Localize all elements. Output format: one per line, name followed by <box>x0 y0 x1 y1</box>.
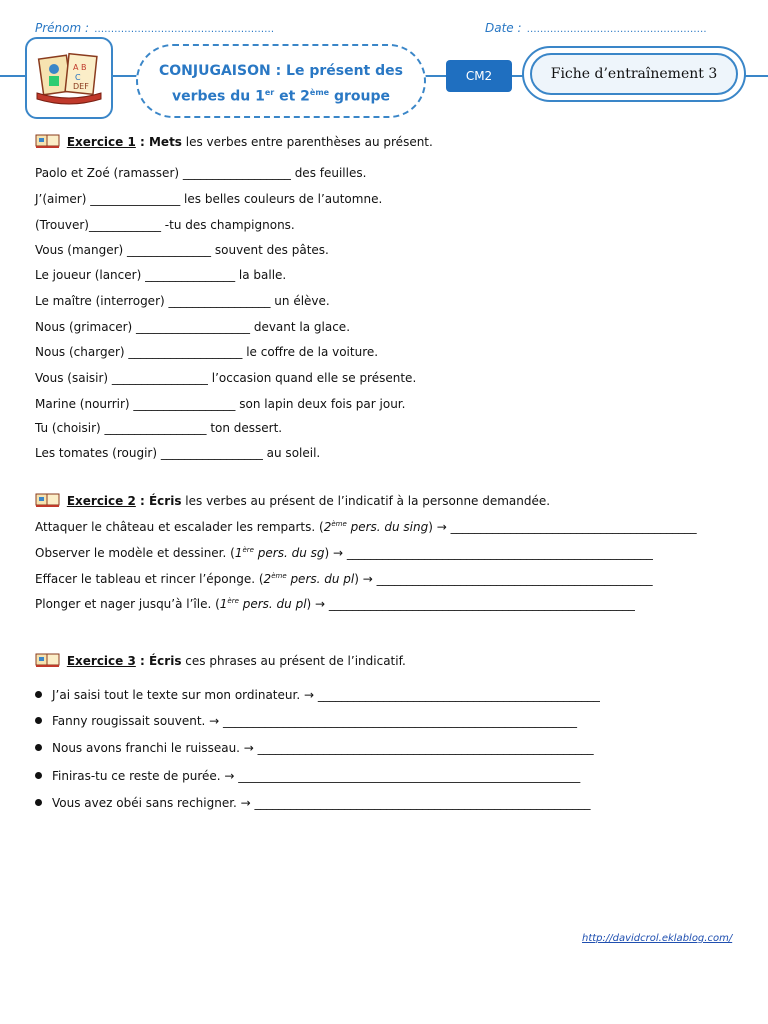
exercise-1-command: Mets <box>148 135 182 149</box>
date-dots: ……………………………………………… <box>526 24 707 35</box>
prenom-field <box>35 17 274 36</box>
fiche-label: Fiche d’entraînement 3 <box>530 53 738 95</box>
exercise-2-heading: Exercice 2 : Écris les verbes au présent de l’indicatif à la personne demandée. <box>35 492 550 508</box>
fiche-badge <box>522 46 746 102</box>
title-bubble <box>136 44 426 118</box>
arrow-icon: → <box>436 520 447 534</box>
svg-text:DEF: DEF <box>73 82 89 91</box>
exercise-1-heading: Exercice 1 : Mets les verbes entre parenthèses au présent. <box>35 133 433 149</box>
arrow-icon: → <box>333 546 344 560</box>
exercise-3-number: Exercice 3 <box>66 654 136 668</box>
svg-text:C: C <box>75 73 81 82</box>
exercise-2-line[interactable]: Attaquer le château et escalader les remparts. (2ème pers. du sing) → _________________________________________ <box>35 520 697 534</box>
exercise-2-instruction: les verbes au présent de l’indicatif à la personne demandée. <box>181 494 551 508</box>
svg-text:A B: A B <box>73 63 87 72</box>
exercise-2-line[interactable]: Observer le modèle et dessiner. (1ère pers. du sg) → ___________________________________________________ <box>35 546 653 560</box>
exercise-1-number: Exercice 1 <box>66 135 136 149</box>
exercise-1-line[interactable]: Nous (grimacer) ___________________ devant la glace. <box>35 320 351 334</box>
exercise-2-number: Exercice 2 <box>66 494 136 508</box>
book-icon <box>35 492 61 508</box>
exercise-1-instruction: les verbes entre parenthèses au présent. <box>181 135 433 149</box>
exercise-3-instruction: ces phrases au présent de l’indicatif. <box>181 654 406 668</box>
date-label: Date : <box>485 21 522 35</box>
exercise-1-line[interactable]: (Trouver)____________ -tu des champignons. <box>35 218 295 232</box>
exercise-1-line[interactable]: Le maître (interroger) _________________ un élève. <box>35 294 330 308</box>
exercise-3-line[interactable]: J’ai saisi tout le texte sur mon ordinateur. → _______________________________________________ <box>35 688 600 702</box>
exercise-3-line[interactable]: Finiras-tu ce reste de purée. → _________________________________________________________ <box>35 769 580 783</box>
arrow-icon: → <box>362 572 373 586</box>
exercise-3-command: Écris <box>148 654 182 668</box>
exercise-2-line[interactable]: Effacer le tableau et rincer l’éponge. (2ème pers. du pl) → ______________________________________________ <box>35 572 653 586</box>
exercise-1-line[interactable]: Paolo et Zoé (ramasser) __________________ des feuilles. <box>35 166 367 180</box>
exercise-1-line[interactable]: Nous (charger) ___________________ le coffre de la voiture. <box>35 345 379 359</box>
exercise-3-heading: Exercice 3 : Écris ces phrases au présent de l’indicatif. <box>35 652 406 668</box>
level-badge: CM2 <box>446 60 512 92</box>
exercise-1-line[interactable]: Vous (manger) ______________ souvent des pâtes. <box>35 243 329 257</box>
footer-link[interactable]: http://davidcrol.eklablog.com/ <box>582 933 733 944</box>
logo-box <box>25 37 113 119</box>
bullet-icon <box>35 717 42 724</box>
exercise-1-line[interactable]: J’(aimer) _______________ les belles couleurs de l’automne. <box>35 192 383 206</box>
exercise-1-line[interactable]: Le joueur (lancer) _______________ la balle. <box>35 268 287 282</box>
exercise-3-line[interactable]: Vous avez obéi sans rechigner. → ________________________________________________________ <box>35 796 591 810</box>
exercise-2-command: Écris <box>148 494 182 508</box>
exercise-1-line[interactable]: Les tomates (rougir) _________________ au soleil. <box>35 446 321 460</box>
prenom-dots: ……………………………………………… <box>94 24 275 35</box>
exercise-1-line[interactable]: Marine (nourrir) _________________ son lapin deux fois par jour. <box>35 397 406 411</box>
title-line-2: verbes du 1er et 2ème groupe <box>171 88 390 105</box>
bullet-icon <box>35 799 42 806</box>
exercise-1-line[interactable]: Vous (saisir) ________________ l’occasion quand elle se présente. <box>35 371 417 385</box>
book-abc-icon <box>27 39 111 117</box>
date-field <box>485 17 707 36</box>
book-icon <box>35 133 61 149</box>
bullet-icon <box>35 744 42 751</box>
exercise-3-line[interactable]: Nous avons franchi le ruisseau. → ________________________________________________________ <box>35 741 594 755</box>
bullet-icon <box>35 772 42 779</box>
book-icon <box>35 652 61 668</box>
title-line-1: CONJUGAISON : Le présent des <box>159 63 403 79</box>
exercise-2-line[interactable]: Plonger et nager jusqu’à l’île. (1ère pers. du pl) → ___________________________________________________ <box>35 597 635 611</box>
exercise-3-line[interactable]: Fanny rougissait souvent. → ___________________________________________________________ <box>35 714 577 728</box>
exercise-1-line[interactable]: Tu (choisir) _________________ ton dessert. <box>35 421 283 435</box>
arrow-icon: → <box>315 597 326 611</box>
prenom-label: Prénom : <box>35 21 90 35</box>
bullet-icon <box>35 691 42 698</box>
